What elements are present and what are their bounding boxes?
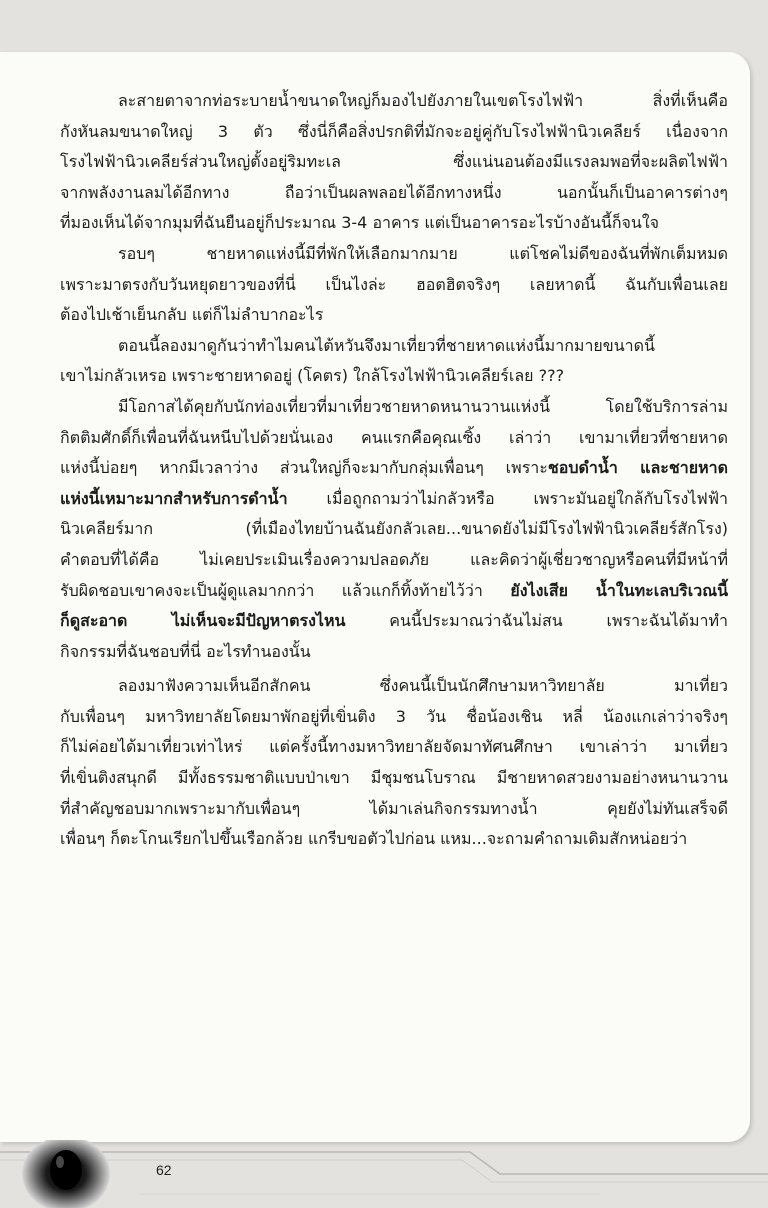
text-line [60,606,728,637]
text-segment: กิตติมศักดิ์ก็เพื่อนที่ฉันหนีบไปด้วยนั่นเอง คนแรกคือคุณเซิ้ง เล่าว่า เขามาเที่ยวที่ชายหาด [60,427,728,447]
paragraph [60,392,728,667]
text-line [60,239,728,270]
text-segment: จากพลังงานลมได้อีกทาง ถือว่าเป็นผลพลอยได้อีกทางหนึ่ง นอกนั้นก็เป็นอาคารต่างๆ [60,182,728,202]
text-segment: แห่งนี้บ่อยๆ หากมีเวลาว่าง ส่วนใหญ่ก็จะมากับกลุ่มเพื่อนๆ เพราะ [60,458,548,478]
text-segment: เมื่อถูกถามว่าไม่กลัวหรือ เพราะมันอยู่ใกล้กับโรงไฟฟ้า [287,488,728,508]
text-line [60,208,728,239]
text-segment: ที่เขิ่นติงสนุกดี มีทั้งธรรมชาติแบบป่าเขา มีชุมชนโบราณ มีชายหาดสวยงามอย่างหนานวาน [60,768,728,788]
bold-text-segment: แห่งนี้เหมาะมากสำหรับการดำน้ำ [60,488,288,508]
text-segment: รับผิดชอบเขาคงจะเป็นผู้ดูแลมากกว่า แล้วแกก็ทิ้งท้ายไว้ว่า [60,580,511,600]
paragraph [60,239,728,331]
text-line [60,147,728,178]
text-line [60,702,728,733]
text-segment: ละสายตาจากท่อระบายน้ำขนาดใหญ่ก็มองไปยังภายในเขตโรงไฟฟ้า สิ่งที่เห็นคือ [118,91,728,110]
text-segment: กิจกรรมที่ฉันชอบที่นี่ อะไรทำนองนั้น [60,641,311,661]
text-line [60,361,728,392]
text-segment: เขาไม่กลัวเหรอ เพราะชายหาดอยู่ (โคตร) ใกล้โรงไฟฟ้านิวเคลียร์เลย ??? [60,366,565,386]
text-line [60,545,728,576]
eye-emblem-icon [22,1140,110,1208]
paragraph [60,86,728,239]
text-line [60,270,728,301]
text-line [60,117,728,148]
text-segment: ก็ไม่ค่อยได้มาเที่ยวเท่าไหร่ แต่ครั้งนี้ทางมหาวิทยาลัยจัดมาทัศนศึกษา เขาเล่าว่า มาเที่ยว [60,737,728,757]
text-segment: โรงไฟฟ้านิวเคลียร์ส่วนใหญ่ตั้งอยู่ริมทะเล ซึ่งแน่นอนต้องมีแรงลมพอที่จะผลิตไฟฟ้า [60,152,728,172]
text-segment: ที่สำคัญชอบมากเพราะมากับเพื่อนๆ ได้มาเล่นกิจกรรมทางน้ำ คุยยังไม่ทันเสร็จดี [60,798,728,818]
text-segment: ตอนนี้ลองมาดูกันว่าทำไมคนไต้หวันจึงมาเที่ยวที่ชายหาดแห่งนี้มากมายขนาดนี้ [118,335,655,355]
text-line [60,637,728,668]
text-line [60,423,728,454]
text-segment: ต้องไปเช้าเย็นกลับ แต่ก็ไม่ลำบากอะไร [60,305,324,325]
paragraph [60,331,728,392]
text-line [60,178,728,209]
text-segment: คำตอบที่ได้คือ ไม่เคยประเมินเรื่องความปลอดภัย และคิดว่าผู้เชี่ยวชาญหรือคนที่มีหน้าที่ [60,549,728,569]
body-text [60,86,728,855]
bold-text-segment: ก็ดูสะอาด ไม่เห็นจะมีปัญหาตรงไหน [60,611,346,631]
text-line [60,576,728,607]
text-line [60,794,728,825]
text-line [60,732,728,763]
text-line [60,824,728,855]
text-line [60,514,728,545]
text-segment: ที่มองเห็นได้จากมุมที่ฉันยืนอยู่ก็ประมาณ 3-4 อาคาร แต่เป็นอาคารอะไรบ้างอันนี้ก็จนใจ [60,213,660,233]
text-line [60,86,728,117]
text-segment: ลองมาฟังความเห็นอีกสักคน ซึ่งคนนี้เป็นนักศึกษามหาวิทยาลัย มาเที่ยว [118,676,728,696]
text-segment: เพราะมาตรงกับวันหยุดยาวของที่นี่ เป็นไงล่ะ ฮอตฮิตจริงๆ เลยหาดนี้ ฉันกับเพื่อนเลย [60,274,728,294]
text-segment: นิวเคลียร์มาก (ที่เมืองไทยบ้านฉันยังกลัวเลย...ขนาดยังไม่มีโรงไฟฟ้านิวเคลียร์สักโรง) [60,519,728,539]
text-line [60,453,728,484]
bold-text-segment: ยังไงเสีย น้ำในทะเลบริเวณนี้ [510,580,729,600]
page-number: 62 [156,1162,172,1178]
text-line [60,484,728,515]
text-line [60,392,728,423]
text-segment: กังหันลมขนาดใหญ่ 3 ตัว ซึ่งนี่ก็คือสิ่งปรกติที่มักจะอยู่คู่กับโรงไฟฟ้านิวเคลียร์ เนื่องจาก [60,121,728,141]
text-segment: รอบๆ ชายหาดแห่งนี้มีที่พักให้เลือกมากมาย แต่โชคไม่ดีของฉันที่พักเต็มหมด [118,243,728,263]
text-segment: มีโอกาสได้คุยกับนักท่องเที่ยวที่มาเที่ยวชายหาดหนานวานแห่งนี้ โดยใช้บริการล่าม [118,396,728,416]
paragraph [60,671,728,855]
footer-decoration [0,1140,768,1208]
text-segment: กับเพื่อนๆ มหาวิทยาลัยโดยมาพักอยู่ที่เขิ่นติง 3 วัน ชื่อน้องเชิน หลี่ น้องแกเล่าว่าจริงๆ [60,706,728,726]
bold-text-segment: ชอบดำน้ำ และชายหาด [547,458,729,478]
text-line [60,331,728,362]
text-line [60,300,728,331]
text-line [60,671,728,702]
text-segment: คนนี้ประมาณว่าฉันไม่สน เพราะฉันได้มาทำ [345,611,728,631]
text-segment: เพื่อนๆ ก็ตะโกนเรียกไปขึ้นเรือกล้วย แกรีบขอตัวไปก่อน แหม...จะถามคำถามเดิมสักหน่อยว่า [60,829,688,849]
text-line [60,763,728,794]
